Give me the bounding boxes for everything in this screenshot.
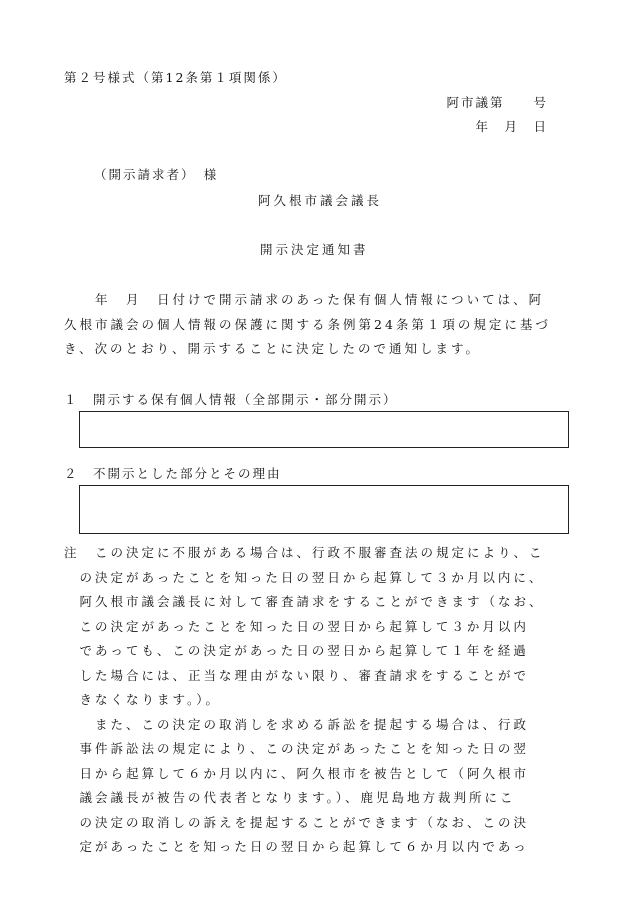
section-1-entry-box[interactable] (79, 411, 569, 448)
body-line: き、次のとおり、開示することに決定したので通知します。 (64, 341, 482, 356)
note-line: 事件訴訟法の規定により、この決定があったことを知った日の翌 (64, 741, 529, 756)
document-title: 開示決定通知書 (260, 242, 369, 257)
section-2-entry-box[interactable] (79, 485, 569, 534)
note-line: 議会議長が被告の代表者となります。）、鹿児島地方裁判所にこ (64, 790, 516, 805)
note-line: の決定の取消しの訴えを提起することができます（なお、この決 (64, 814, 530, 830)
section-1-label: １ 開示する保有個人情報（全部開示・部分開示） (64, 392, 398, 407)
note-line: であっても、この決定があった日の翌日から起算して１年を経過 (64, 643, 529, 658)
note-line: した場合には、正当な理由がない限り、審査請求をすることがで (64, 667, 530, 683)
body-line: 久根市議会の個人情報の保護に関する条例第24条第１項の規定に基づ (64, 316, 551, 332)
note-line: 日から起算して６か月以内に、阿久根市を被告として（阿久根市 (64, 765, 530, 781)
body-line: 年 月 日付けで開示請求のあった保有個人情報については、阿 (64, 292, 545, 307)
note-line: 阿久根市議会議長に対して審査請求をすることができます（なお、 (64, 594, 545, 609)
recipient-line: （開示請求者） 様 (94, 167, 219, 182)
note-line: また、この決定の取消しを求める訴訟を提起する場合は、行政 (64, 716, 530, 732)
issue-date: 年 月 日 (475, 119, 548, 134)
note-line: この決定があったことを知った日の翌日から起算して３か月以内 (64, 618, 529, 634)
note-paragraph (64, 541, 584, 860)
note-line: 定があったことを知った日の翌日から起算して６か月以内であっ (64, 839, 529, 854)
form-label: 第２号様式（第12条第１項関係） (64, 70, 287, 85)
note-line: きなくなります。）。 (64, 692, 222, 707)
section-2-label: ２ 不開示とした部分とその理由 (64, 466, 282, 481)
body-paragraph (64, 288, 574, 362)
note-line: 注 この決定に不服がある場合は、行政不服審査法の規定により、こ (64, 545, 545, 560)
note-line: の決定があったことを知った日の翌日から起算して３か月以内に、 (64, 569, 545, 585)
reference-number: 阿市議第 号 (446, 95, 548, 110)
sender-name: 阿久根市議会議長 (258, 193, 383, 208)
